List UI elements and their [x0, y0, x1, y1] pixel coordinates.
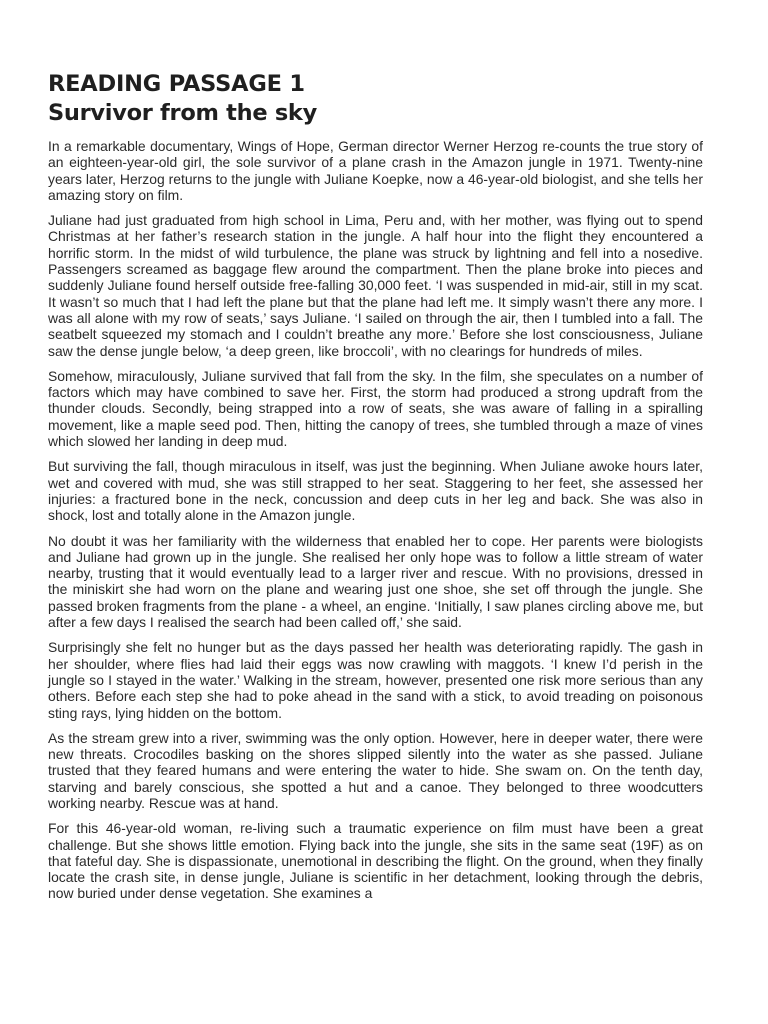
paragraph-8: For this 46-year-old woman, re-living such a traumatic experience on film must have been a great challenge. But she shows little emotion. Flying back into the jungle, she sits in the same seat (19F) as on that fateful day. She is dispassionate, unemotional in describing the flight. On the ground, when they finally locate the crash site, in dense jungle, Juliane is scientific in her detachment, looking through the debris, now buried under dense vegetation. She examines a	[48, 820, 703, 902]
paragraph-7: As the stream grew into a river, swimming was the only option. However, here in deeper water, there were new threats. Crocodiles basking on the shores slipped silently into the water as she passed. Juliane trusted that they feared humans and were entering the water to hide. She swam on. On the tenth day, starving and barely conscious, she spotted a hut and a canoe. They belonged to three woodcutters working nearby. Rescue was at hand.	[48, 729, 703, 811]
paragraph-5: No doubt it was her familiarity with the wilderness that enabled her to cope. Her parents were biologists and Juliane had grown up in the jungle. She realised her only hope was to follow a little stream of water nearby, trusting that it would eventually lead to a larger river and rescue. With no provisions, dressed in the miniskirt she had worn on the plane and wearing just one shoe, she set off through the jungle. She passed broken fragments from the plane - a wheel, an engine. ‘Initially, I saw planes circling above me, but after a few days I realised the search had been called off,’ she said.	[48, 532, 703, 631]
paragraph-1: In a remarkable documentary, Wings of Hope, German director Werner Herzog re-counts the true story of an eighteen-year-old girl, the sole survivor of a plane crash in the Amazon jungle in 1971. Twenty-nine years later, Herzog returns to the jungle with Juliane Koepke, now a 46-year-old biologist, and she tells her amazing story on film.	[48, 138, 703, 203]
passage-heading: READING PASSAGE 1	[48, 71, 305, 97]
paragraph-2: Juliane had just graduated from high school in Lima, Peru and, with her mother, was flying out to spend Christmas at her father’s research station in the jungle. A half hour into the flight they encountered a horrific storm. In the midst of wild turbulence, the plane was struck by lightning and fell into a nosedive. Passengers screamed as baggage flew around the compartment. Then the plane broke into pieces and suddenly Juliane found herself outside free-falling 30,000 feet. ‘I was suspended in mid-air, still in my scat. It wasn’t so much that I had left the plane but that the plane had left me. It simply wasn’t there any more. I was all alone with my row of seats,’ says Juliane. ‘I sailed on through the air, then I tumbled into a fall. The seatbelt squeezed my stomach and I couldn’t breathe any more.’ Before she lost consciousness, Juliane saw the dense jungle below, ‘a deep green, like broccoli’, with no clearings for hundreds of miles.	[48, 212, 703, 359]
paragraph-3: Somehow, miraculously, Juliane survived that fall from the sky. In the film, she speculates on a number of factors which may have combined to save her. First, the storm had produced a strong updraft from the thunder clouds. Secondly, being strapped into a row of seats, she was aware of falling in a spiralling movement, like a maple seed pod. Then, hitting the canopy of trees, she tumbled through a maze of vines which slowed her landing in deep mud.	[48, 367, 703, 450]
passage-title: Survivor from the sky	[48, 100, 317, 126]
document-page	[48, 70, 703, 911]
paragraph-6: Surprisingly she felt no hunger but as the days passed her health was deteriorating rapidly. The gash in her shoulder, where flies had laid their eggs was now crawling with maggots. ‘I knew I’d perish in the jungle so I stayed in the water.’ Walking in the stream, however, presented one risk more serious than any others. Before each step she had to poke ahead in the sand with a stick, to avoid treading on poisonous sting rays, lying hidden on the bottom.	[48, 639, 703, 721]
paragraph-4: But surviving the fall, though miraculous in itself, was just the beginning. When Juliane awoke hours later, wet and covered with mud, she was still strapped to her seat. Staggering to her feet, she assessed her injuries: a fractured bone in the neck, concussion and deep cuts in her leg and back. She was also in shock, lost and totally alone in the Amazon jungle.	[48, 458, 703, 524]
